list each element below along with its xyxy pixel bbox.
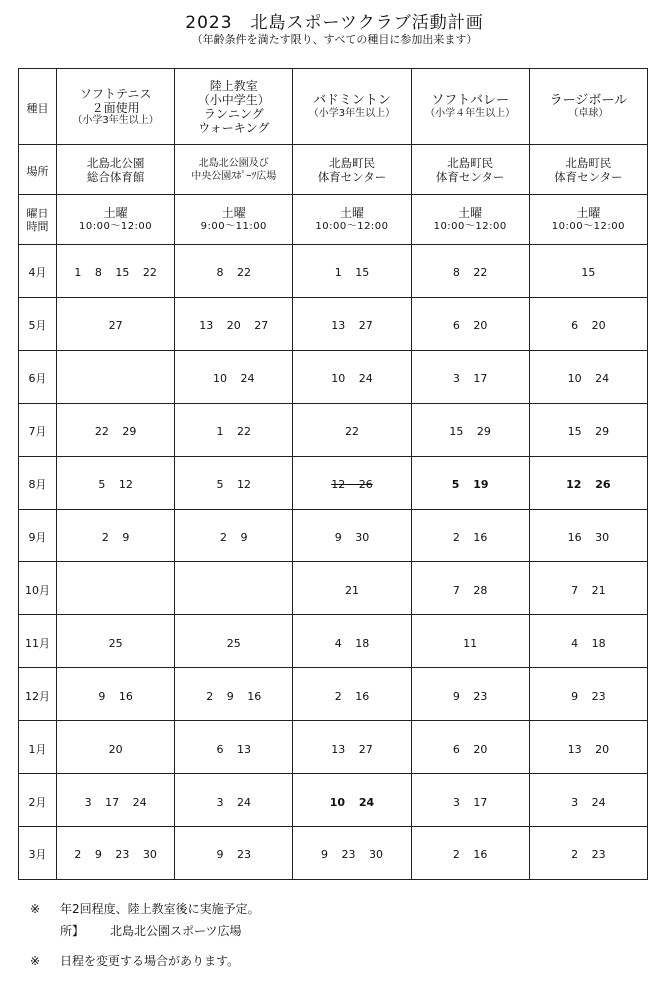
time-cell: 土曜 10:00〜12:00	[57, 195, 175, 245]
date-cell: 1 22	[175, 403, 293, 456]
date-cell: 13 20 27	[175, 297, 293, 350]
row-label-event: 種目	[19, 69, 57, 145]
month-row	[19, 615, 648, 668]
month-row	[19, 774, 648, 827]
date-cell: 5 12	[175, 456, 293, 509]
date-cell: 13 20	[529, 721, 647, 774]
date-cell: 6 13	[175, 721, 293, 774]
date-cell: 6 20	[411, 297, 529, 350]
date-cell: 15 29	[529, 403, 647, 456]
date-cell: 6 20	[411, 721, 529, 774]
month-row	[19, 245, 648, 298]
date-cell: 16 30	[529, 509, 647, 562]
date-cell: 25	[57, 615, 175, 668]
month-label: 4月	[19, 245, 57, 298]
month-label: 1月	[19, 721, 57, 774]
date-cell: 3 17	[411, 350, 529, 403]
month-label: 2月	[19, 774, 57, 827]
date-cell: 11	[411, 615, 529, 668]
date-cell: 2 9	[175, 509, 293, 562]
event-cell: ソフトバレー （小学４年生以上）	[411, 69, 529, 145]
date-cell: 3 17	[411, 774, 529, 827]
date-cell: 2 16	[411, 826, 529, 879]
place-cell: 北島町民 体育センター	[411, 145, 529, 195]
date-cell: 3 17 24	[57, 774, 175, 827]
date-cell: 7 21	[529, 562, 647, 615]
month-row	[19, 456, 648, 509]
date-cell: 10 24	[529, 350, 647, 403]
date-cell: 1 15	[293, 245, 411, 298]
date-cell: 10 24	[175, 350, 293, 403]
footnote-place: 所】 北島北公園スポーツ広場	[60, 924, 242, 938]
schedule-table	[18, 68, 648, 880]
event-row	[19, 69, 648, 145]
month-row	[19, 403, 648, 456]
row-label-place: 場所	[19, 145, 57, 195]
date-cell: 2 23	[529, 826, 647, 879]
month-label: 6月	[19, 350, 57, 403]
date-cell: 27	[57, 297, 175, 350]
date-cell: 2 9 16	[175, 668, 293, 721]
place-cell: 北島北公園 総合体育館	[57, 145, 175, 195]
month-row	[19, 668, 648, 721]
date-cell	[57, 350, 175, 403]
place-row	[19, 145, 648, 195]
date-cell: 12 26	[293, 456, 411, 509]
month-row	[19, 509, 648, 562]
month-row	[19, 826, 648, 879]
event-cell: ソフトテニス ２面使用 （小学3年生以上）	[57, 69, 175, 145]
date-cell: 6 20	[529, 297, 647, 350]
month-label: 11月	[19, 615, 57, 668]
event-cell: バドミントン （小学3年生以上）	[293, 69, 411, 145]
footnotes	[30, 898, 260, 972]
footnote-2: ※ 日程を変更する場合があります。	[30, 954, 240, 968]
date-cell	[57, 562, 175, 615]
date-cell: 9 16	[57, 668, 175, 721]
row-label-time: 曜日 時間	[19, 195, 57, 245]
date-cell: 25	[175, 615, 293, 668]
month-label: 7月	[19, 403, 57, 456]
date-cell: 5 12	[57, 456, 175, 509]
time-cell: 土曜 9:00〜11:00	[175, 195, 293, 245]
date-cell: 9 23	[175, 826, 293, 879]
date-cell: 4 18	[293, 615, 411, 668]
month-label: 3月	[19, 826, 57, 879]
date-cell: 21	[293, 562, 411, 615]
date-cell: 9 23	[411, 668, 529, 721]
date-cell: 3 24	[175, 774, 293, 827]
event-cell: ラージボール （卓球）	[529, 69, 647, 145]
month-label: 5月	[19, 297, 57, 350]
time-cell: 土曜 10:00〜12:00	[529, 195, 647, 245]
date-cell: 2 9 23 30	[57, 826, 175, 879]
date-cell: 1 8 15 22	[57, 245, 175, 298]
date-cell: 15 29	[411, 403, 529, 456]
date-cell: 5 19	[411, 456, 529, 509]
date-cell: 20	[57, 721, 175, 774]
footnote-1: ※ 年2回程度、陸上教室後に実施予定。	[30, 902, 260, 916]
date-cell: 2 16	[411, 509, 529, 562]
date-cell: 10 24	[293, 350, 411, 403]
month-row	[19, 297, 648, 350]
date-cell: 9 23 30	[293, 826, 411, 879]
month-row	[19, 350, 648, 403]
date-cell	[175, 562, 293, 615]
month-label: 10月	[19, 562, 57, 615]
date-cell: 8 22	[175, 245, 293, 298]
month-row	[19, 721, 648, 774]
time-row	[19, 195, 648, 245]
date-cell: 4 18	[529, 615, 647, 668]
date-cell: 3 24	[529, 774, 647, 827]
date-cell: 15	[529, 245, 647, 298]
time-cell: 土曜 10:00〜12:00	[411, 195, 529, 245]
month-label: 12月	[19, 668, 57, 721]
date-cell: 22 29	[57, 403, 175, 456]
event-cell: 陸上教室 （小中学生） ランニング ウォーキング	[175, 69, 293, 145]
place-cell: 北島町民 体育センター	[293, 145, 411, 195]
date-cell: 2 9	[57, 509, 175, 562]
place-cell: 北島町民 体育センター	[529, 145, 647, 195]
month-label: 8月	[19, 456, 57, 509]
date-cell: 9 23	[529, 668, 647, 721]
place-cell: 北島北公園及び 中央公園ｽﾎﾟｰﾂ広場	[175, 145, 293, 195]
date-cell: 22	[293, 403, 411, 456]
date-cell: 8 22	[411, 245, 529, 298]
time-cell: 土曜 10:00〜12:00	[293, 195, 411, 245]
page-subtitle: （年齢条件を満たす限り、すべての種目に参加出来ます）	[191, 33, 478, 46]
date-cell: 13 27	[293, 721, 411, 774]
date-cell: 2 16	[293, 668, 411, 721]
date-cell: 13 27	[293, 297, 411, 350]
date-cell: 12 26	[529, 456, 647, 509]
month-row	[19, 562, 648, 615]
date-cell: 9 30	[293, 509, 411, 562]
month-label: 9月	[19, 509, 57, 562]
date-cell: 10 24	[293, 774, 411, 827]
date-cell: 7 28	[411, 562, 529, 615]
page-title: 2023 北島スポーツクラブ活動計画	[185, 13, 484, 33]
